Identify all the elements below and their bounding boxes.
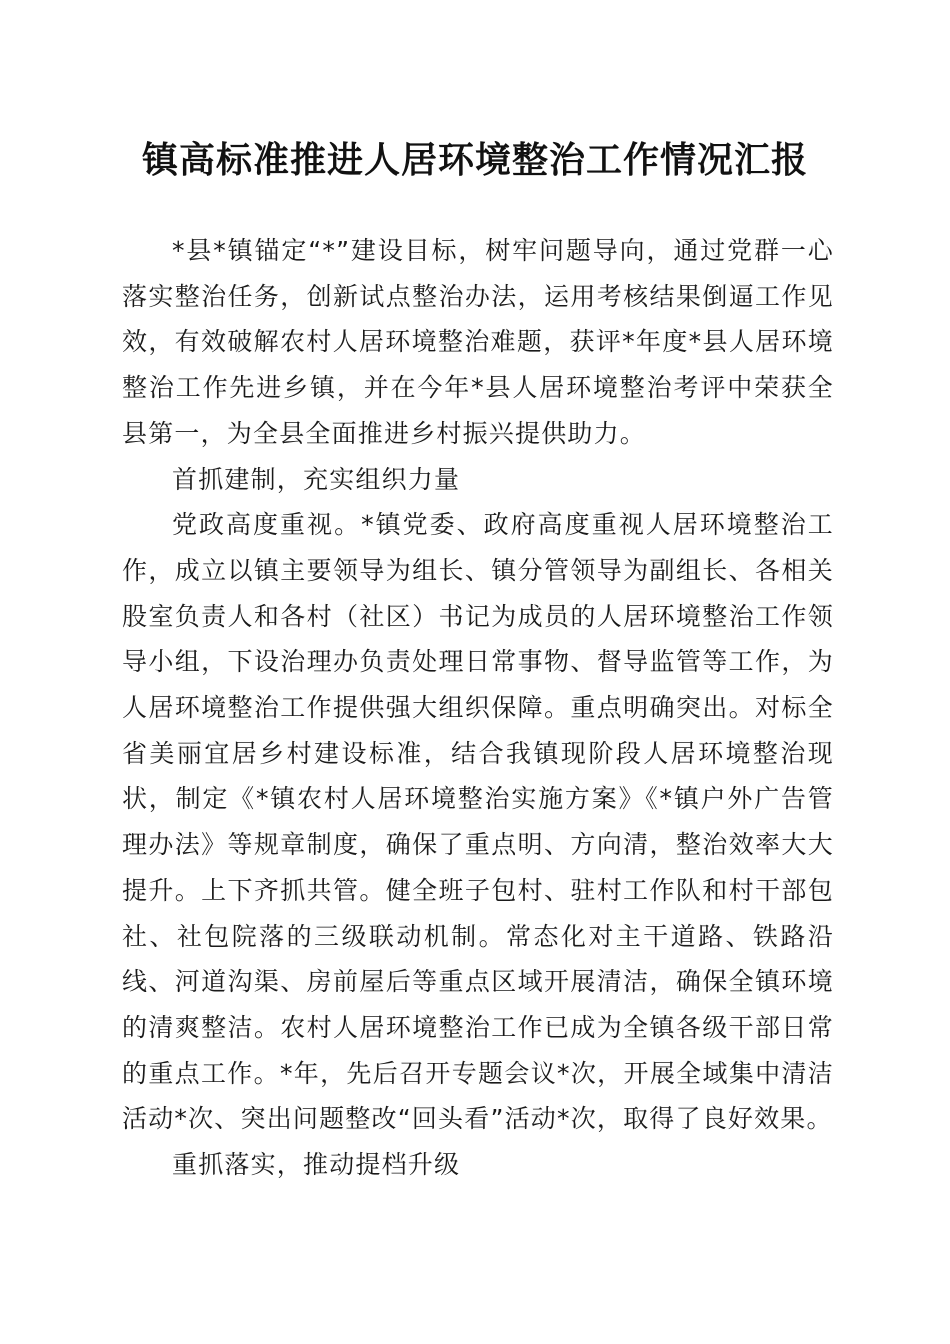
- document-body: [122, 228, 834, 1188]
- section-heading-organization: 首抓建制，充实组织力量: [172, 464, 461, 494]
- document-title: 镇高标准推进人居环境整治工作情况汇报: [141, 139, 808, 181]
- section-heading-implementation: 重抓落实，推动提档升级: [172, 1150, 461, 1180]
- organization-paragraph: 党政高度重视。*镇党委、政府高度重视人居环境整治工作，成立以镇主要领导为组长、镇分管领导为副组长、各相关股室负责人和各村（社区）书记为成员的人居环境整治工作领导小组，下设治理办负责处理日常事物、督导监管等工作，为人居环境整治工作提供强大组织保障。重点明确突出。对标全省美丽宜居乡村建设标准，结合我镇现阶段人居环境整治现状，制定《*镇农村人居环境整治实施方案》《*镇户外广告管理办法》等规章制度，确保了重点明、方向清，整治效率大大提升。上下齐抓共管。健全班子包村、驻村工作队和村干部包社、社包院落的三级联动机制。常态化对主干道路、铁路沿线、河道沟渠、房前屋后等重点区域开展清洁，确保全镇环境的清爽整洁。农村人居环境整治工作已成为全镇各级干部日常的重点工作。*年，先后召开专题会议*次，开展全域集中清洁活动*次、突出问题整改“回头看”活动*次，取得了良好效果。: [122, 510, 834, 1134]
- intro-paragraph: *县*镇锚定“*”建设目标，树牢问题导向，通过党群一心落实整治任务，创新试点整治办法，运用考核结果倒逼工作见效，有效破解农村人居环境整治难题，获评*年度*县人居环境整治工作先进乡镇，并在今年*县人居环境整治考评中荣获全县第一，为全县全面推进乡村振兴提供助力。: [122, 236, 834, 448]
